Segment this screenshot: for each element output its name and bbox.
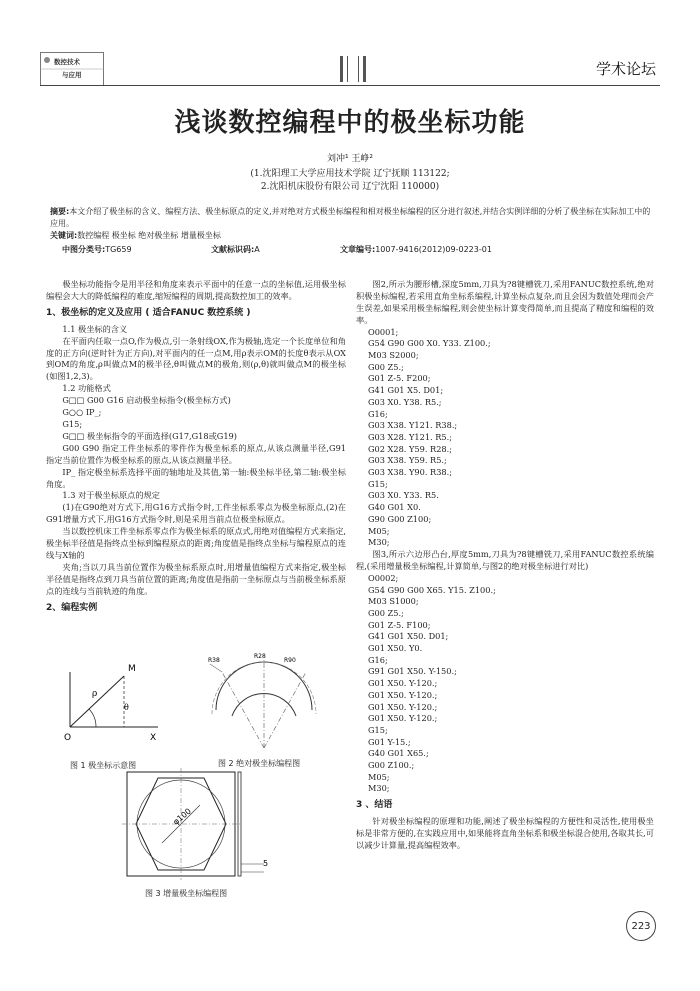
figure-3-caption: 图 3 增量极坐标编程图 [145, 889, 228, 898]
subsection-1-1-text: 在平面内任取一点O,作为极点,引一条射线OX,作为极轴,选定一个长度单位和角度的正方向(逆时针为正方向),对平面内的任一点M,用ρ表示OM的长度θ表示从OX到OM的角度,ρ叫做点M的极半径,θ叫做点M的极角,则(ρ,θ)就叫做点M的极坐标(如图1,2,3)。 [46, 335, 346, 382]
keywords-label: 关键词: [50, 231, 78, 240]
subsection-1-3-text-2: 当以数控机床工件坐标系零点作为极坐标系的原点式,用绝对值编程方式来指定,极坐标半径值是指终点坐标到编程原点的距离;角度值是指终点坐标与编程原点的连线与X轴的 [46, 526, 346, 560]
doc-code: 文献标识码:A [211, 245, 260, 254]
conclusion-paragraph: 针对极坐标编程的原理和功能,阐述了极坐标编程的方便性和灵活性,使用极坐标是非常方便的,在实践应用中,如果能将直角坐标系和极坐标混合使用,各取其长,可以减少计算量,提高编程效率。 [356, 816, 654, 850]
right-paragraph-2: 图3,所示六边形凸台,厚度5mm,刀具为?8键槽铣刀,采用FANUC数控系统编程,(采用增量极坐标编程,计算简单,与图2的绝对极坐标进行对比) [356, 548, 654, 571]
fig2-label-a: R38 [208, 657, 220, 664]
logo-text-2: 与应用 [62, 71, 82, 79]
fig3-label-diameter: φ100 [171, 806, 193, 827]
subsection-1-3-text-1: (1)在G90绝对方式下,用G16方式指令时,工件坐标系零点为极坐标原点,(2)在G91增量方式下,用G16方式指令时,则是采用当前点位极坐标原点。 [46, 502, 346, 525]
subsection-1-2-heading: 1.2 功能格式 [62, 383, 111, 394]
right-column [356, 279, 654, 852]
abstract [50, 206, 652, 242]
section-label: 学术论坛 [595, 60, 656, 78]
left-column [46, 279, 346, 618]
section-3-heading: 3 、结语 [356, 800, 393, 811]
format-line-1: G□□ G00 G16 启动极坐标指令(极坐标方式) [62, 395, 231, 406]
subsection-1-3-text-3: 夹角;当以刀具当前位置作为极坐标系原点时,用增量值编程方式来指定,极坐标半径值是指终点到刀具当前位置的距离;角度值是指前一坐标原点与当前极坐标系原点的连线与当前轨迹的角度。 [46, 561, 346, 596]
keywords-text: 数控编程 极坐标 绝对极坐标 增量极坐标 [77, 231, 221, 240]
fig2-label-c: R90 [284, 657, 296, 664]
subsection-1-3-heading: 1.3 对于极坐标原点的规定 [62, 490, 160, 501]
figure-1-diagram [58, 662, 168, 744]
code-listing-1: O0001; G54 G90 G00 X0. Y33. Z100.; M03 S2000; G00 Z5.; G01 Z-5. F200; G41 G01 X5. D01; G03 X0. Y38. R5.; G16; G03 X38. Y121. R38.; G03 X28. Y121. R5.; G02 X28. Y59. R28.; G03 X38. Y59. R5.; G03 X38. Y90. R38.; G15; G03 X0. Y33. R5. G40 G01 X0. G90 G00 Z100; M05; M30; [368, 326, 491, 548]
abstract-text: 本文介绍了极坐标的含义、编程方法、极坐标原点的定义,并对绝对方式极坐标编程和相对极坐标编程的区分进行叙述,并结合实例详细的分析了极坐标在实际加工中的应用。 [50, 207, 651, 228]
code-listing-2: O0002; G54 G90 G00 X65. Y15. Z100.; M03 S1000; G00 Z5.; G01 Z-5. F100; G41 G01 X50. D01; G01 X50. Y0. G16; G91 G01 X50. Y-150.; G01 X50. Y-120.; G01 X50. Y-120.; G01 X50. Y-120.; G01 X50. Y-120.; G15; G01 Y-15.; G40 G01 X65.; G00 Z100.; M05; M30; [368, 572, 496, 794]
clc-number: 中图分类号:TG659 [62, 245, 132, 254]
section-1-heading: 1、极坐标的定义及应用 ( 适合FANUC 数控系统 ) [46, 307, 251, 318]
authors: 刘冲¹ 王峥² [326, 154, 374, 164]
intro-paragraph: 极坐标功能指令是用半径和角度来表示平面中的任意一点的坐标值,运用极坐标编程会大大的降低编程的难度,缩短编程的周期,提高数控加工的效率。 [46, 279, 346, 301]
affiliation-2: 2.沈阳机床股份有限公司 辽宁沈阳 110000) [260, 182, 440, 192]
fig1-label-theta: θ [124, 703, 129, 712]
figure-1-caption: 图 1 极坐标示意图 [70, 761, 137, 770]
fig1-label-x: X [150, 733, 157, 743]
affiliation-1: (1.沈阳理工大学应用技术学院 辽宁抚顺 113122; [250, 169, 450, 179]
fig1-label-rho: ρ [92, 689, 98, 699]
header-rule [40, 85, 660, 86]
figure-3-diagram [112, 766, 282, 884]
section-2-heading: 2、编程实例 [46, 602, 98, 613]
article-title: 浅谈数控编程中的极坐标功能 [174, 108, 526, 138]
fig3-label-dim: 5 [263, 859, 269, 868]
format-line-3: G15; [62, 418, 83, 429]
format-line-4: G□□ 极坐标指令的平面选择(G17,G18或G19) [62, 430, 237, 441]
figure-2-caption: 图 2 绝对极坐标编程图 [218, 759, 301, 768]
article-number: 文章编号:1007-9416(2012)09-0223-01 [340, 245, 492, 254]
right-paragraph-1: 图2,所示为腰形槽,深度5mm,刀具为?8键槽铣刀,采用FANUC数控系统,绝对积极坐标编程,若采用直角坐标系编程,计算坐标点复杂,而且会因为数值处理而会产生误差,如果采用极坐标编程,则会使坐标计算变得简单,而且提高了精度和编程的效率。 [356, 279, 654, 325]
fig1-label-m: M [128, 664, 136, 674]
format-line-5: G00 G90 指定工件坐标系的零件作为极坐标系的原点,从该点测量半径,G91 指定当前位置作为极坐标系的原点,从该点测量半径。 [46, 442, 346, 465]
header-divider-bars [338, 56, 368, 82]
fig2-label-b: R28 [254, 653, 266, 660]
subsection-1-1-heading: 1.1 极坐标的含义 [62, 323, 128, 334]
fig1-label-o: O [64, 733, 72, 743]
abstract-label: 摘要: [50, 207, 70, 216]
logo-text-1: 数控技术 [54, 58, 80, 66]
figure-2-diagram [204, 652, 324, 752]
page-number: 223 [626, 911, 656, 941]
format-line-6: IP_ 指定极坐标系选择平面的轴地址及其值,第一轴:极坐标半径,第二轴:极坐标角度。 [46, 466, 346, 489]
format-line-2: G○○ IP_; [62, 407, 102, 418]
journal-logo [40, 52, 104, 86]
